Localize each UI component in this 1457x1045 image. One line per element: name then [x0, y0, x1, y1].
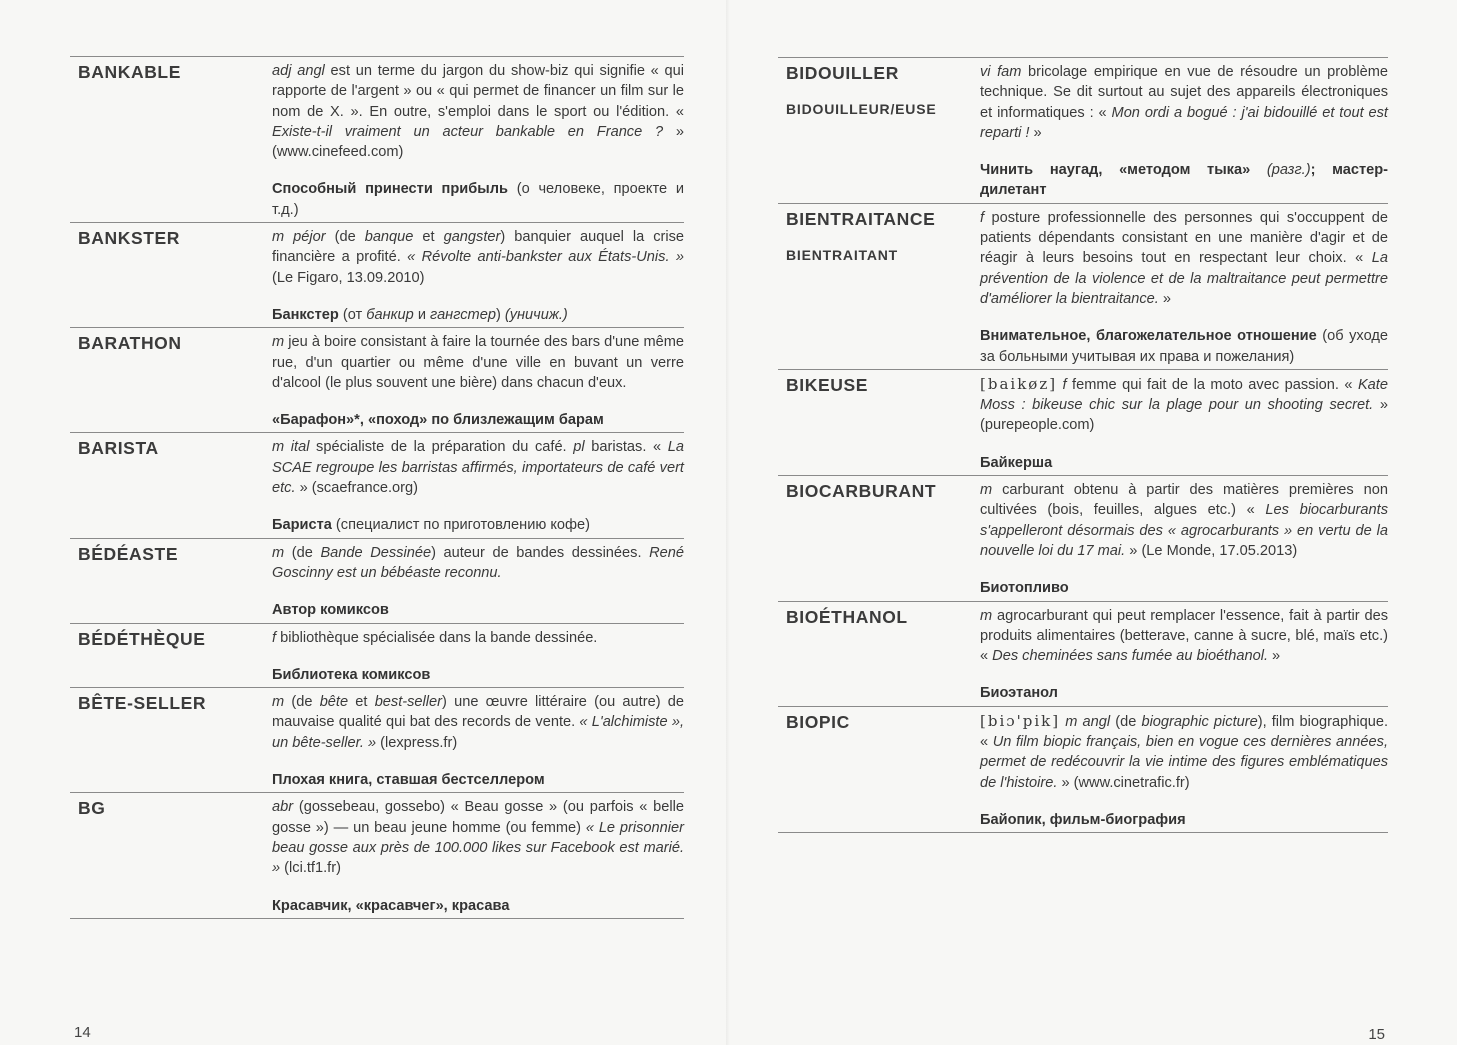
dictionary-entry	[778, 475, 1388, 600]
italic-text: vi fam	[980, 64, 1022, 80]
dictionary-entry	[70, 623, 684, 688]
italic-text: m	[980, 607, 993, 624]
text-run: (de	[1110, 713, 1142, 730]
bold-text: Внимательное, благожелательное отношение	[980, 328, 1317, 345]
italic-text: m	[272, 334, 285, 351]
entry-head	[78, 61, 268, 83]
entry-body	[980, 62, 1388, 203]
italic-text: Bande Dessinée	[320, 544, 432, 561]
text-run: (lexpress.fr)	[376, 734, 458, 751]
entry-head	[786, 208, 976, 264]
headword: BIDOUILLER	[786, 63, 899, 83]
dictionary-entry	[778, 203, 1388, 369]
text-run: (de	[325, 229, 365, 246]
text-run: bricolage empirique en vue de résoudre un problème technique. Se dit surtout au sujet des appareils électroniques et informatiques : «	[980, 64, 1389, 121]
pronunciation: [baikøz]	[980, 374, 1058, 393]
italic-text: La SCAE regroupe les barristas affirmés, importateurs de café vert etc.	[272, 439, 684, 497]
entry-head	[78, 227, 268, 249]
dictionary-entry	[70, 56, 684, 222]
dictionary-entry	[778, 706, 1388, 833]
italic-text: m	[980, 482, 993, 499]
headword: BARATHON	[78, 333, 182, 354]
french-definition	[272, 61, 684, 162]
italic-text: f	[980, 209, 985, 226]
italic-text: « L'alchimiste », un bête-seller. »	[272, 714, 684, 751]
italic-text: (уничиж.)	[504, 306, 568, 323]
text-run: baristas. «	[584, 439, 668, 456]
entry-head	[786, 711, 976, 733]
italic-text: René Goscinny est un bébéaste reconnu.	[272, 544, 684, 581]
text-run: ) une œuvre littéraire (ou autre) de mauvaise qualité qui bat des records de vente.	[272, 694, 684, 731]
bold-text: Плохая книга, ставшая бестселлером	[272, 772, 545, 789]
entry-head	[786, 480, 976, 502]
entry-head	[786, 606, 976, 628]
italic-text: biographic picture	[1141, 713, 1258, 730]
bold-text: Байопик, фильм-биография	[980, 811, 1186, 828]
text-run: et	[348, 694, 375, 711]
headword: BÊTE-SELLER	[78, 693, 207, 714]
french-definition	[980, 208, 1388, 309]
text-run: agrocarburant qui peut remplacer l'essence, fait à partir des produits alimentaires (betterave, canne à sucre, blé, maïs etc.) «	[980, 607, 1388, 665]
text-run: (о человеке, проекте и т.д.)	[272, 181, 684, 218]
russian-translation	[980, 578, 1388, 600]
bold-text: ; мастер-дилетант	[980, 162, 1389, 199]
headword: BIKEUSE	[786, 374, 868, 395]
russian-translation	[980, 453, 1388, 475]
russian-translation	[980, 326, 1388, 369]
italic-text: Kate Moss : bikeuse chic sur la plage pour un shooting secret.	[980, 376, 1388, 414]
italic-text: m	[272, 544, 285, 561]
entry-head	[78, 437, 268, 459]
italic-text: abr	[272, 799, 294, 816]
headword: BG	[78, 798, 106, 819]
text-run: carburant obtenu à partir des matières premières non cultivées (bois, feuilles, algues etc.) «	[980, 482, 1388, 519]
dictionary-entry	[70, 792, 684, 918]
french-definition	[980, 606, 1388, 667]
bold-text: Биотопливо	[980, 580, 1069, 597]
text-run: (Le Figaro, 13.09.2010)	[272, 269, 425, 286]
dictionary-entry	[778, 57, 1388, 203]
bold-text: Способный принести прибыль	[272, 181, 508, 198]
italic-text: Des cheminées sans fumée au bioéthanol.	[992, 648, 1268, 665]
text-run: (de	[284, 544, 321, 561]
italic-text: Existe-t-il vraiment un acteur bankable en France ?	[272, 123, 664, 140]
italic-text: banque	[364, 229, 414, 246]
text-run: и	[413, 306, 431, 323]
derived-headword: BIDOUILLEUR/EUSE	[786, 101, 937, 117]
entry-body	[980, 711, 1388, 832]
french-definition	[272, 543, 684, 584]
text-run: »	[1158, 290, 1171, 307]
bold-text: Чинить наугад, «методом тыка»	[980, 162, 1251, 179]
left-page	[0, 0, 728, 1045]
entry-body	[980, 374, 1388, 475]
page-number-left: 14	[74, 1024, 91, 1041]
bold-text: Бариста	[272, 517, 332, 534]
text-run: » (www.cinefeed.com)	[272, 123, 684, 161]
bold-text: Байкерша	[980, 454, 1053, 471]
russian-translation	[272, 896, 684, 918]
text-run: (gossebeau, gossebo) « Beau gosse » (ou parfois « belle gosse ») — un beau jeune homme (ou femme)	[272, 799, 684, 836]
italic-text: adj angl	[272, 63, 325, 79]
text-run: (от	[338, 306, 367, 323]
italic-text: gangster	[443, 229, 501, 246]
text-run: » (purepeople.com)	[980, 397, 1388, 434]
russian-translation	[272, 515, 684, 537]
bold-text: Автор комиксов	[272, 602, 389, 619]
french-definition	[980, 711, 1388, 793]
italic-text: m	[272, 694, 285, 711]
headword: BANKABLE	[78, 62, 181, 82]
dictionary-entry	[778, 369, 1388, 475]
italic-text: Un film biopic français, bien en vogue ces dernières années, permet de redécouvrir la vie intime des figures emblématiques de l'histoire.	[980, 734, 1388, 791]
dictionary-entry	[70, 687, 684, 792]
entry-body	[272, 543, 684, 623]
entry-body	[272, 692, 684, 792]
text-run: »	[1029, 124, 1042, 141]
french-definition	[980, 62, 1388, 143]
russian-translation	[272, 600, 684, 622]
text-run: bibliothèque spécialisée dans la bande dessinée.	[276, 629, 598, 646]
headword: BIENTRAITANCE	[786, 208, 936, 229]
text-run: » (scaefrance.org)	[295, 480, 419, 497]
text-run: (de	[284, 694, 320, 711]
bold-text: Биоэтанол	[980, 685, 1058, 702]
entry-body	[980, 480, 1388, 600]
entry-head	[78, 628, 268, 650]
headword: BÉDÉTHÈQUE	[78, 628, 206, 649]
text-run: femme qui fait de la moto avec passion. «	[1066, 376, 1358, 393]
russian-translation	[980, 683, 1388, 705]
derived-headword: BIENTRAITANT	[786, 246, 898, 263]
french-definition	[272, 797, 684, 878]
text-run: (lci.tf1.fr)	[280, 860, 341, 877]
bold-text: Библиотека комиксов	[272, 666, 431, 683]
right-page	[728, 0, 1457, 1045]
italic-text: Mon ordi a bogué : j'ai bidouillé et tout est reparti !	[980, 104, 1388, 141]
entry-head	[786, 62, 976, 118]
text-run: ) banquier auquel la crise financière a profité.	[272, 229, 685, 266]
italic-text: best-seller	[374, 694, 443, 711]
text-run: et	[413, 229, 444, 246]
entries-list-left	[70, 56, 684, 919]
russian-translation	[980, 160, 1388, 203]
dictionary-entry	[70, 222, 684, 327]
text-run: »	[1268, 648, 1281, 665]
entries-list-right	[778, 57, 1388, 833]
italic-text: bête	[319, 694, 349, 711]
headword: BIOCARBURANT	[786, 481, 937, 502]
french-definition	[272, 437, 684, 498]
italic-text: « Le prisonnier beau gosse aux près de 100.000 likes sur Facebook est marié. »	[272, 819, 684, 877]
page-number-right: 15	[1368, 1026, 1385, 1043]
italic-text: f	[272, 629, 277, 646]
entry-body	[980, 606, 1388, 706]
entry-body	[980, 208, 1388, 369]
italic-text: m ital	[272, 439, 310, 456]
russian-translation	[272, 770, 684, 792]
text-run: )	[495, 306, 505, 323]
text-run	[1250, 162, 1267, 178]
headword: BIOÉTHANOL	[786, 606, 908, 627]
russian-translation	[272, 410, 684, 432]
russian-translation	[980, 810, 1388, 832]
french-definition	[980, 374, 1388, 436]
dictionary-entry	[70, 432, 684, 537]
entry-body	[272, 797, 684, 917]
entry-head	[78, 797, 268, 819]
entry-head	[78, 332, 268, 354]
text-run: est un terme du jargon du show-biz qui signifie « qui rapporte de l'argent » ou « qui permet de financer un film sur le nom de X. ». En outre, s'emploi dans le sport ou l'édition. «	[272, 63, 685, 120]
italic-text: La prévention de la violence et de la maltraitance peut permettre d'améliorer la bientraitance.	[980, 250, 1388, 307]
french-definition	[272, 227, 684, 288]
italic-text: банкир	[366, 306, 414, 323]
text-run: spécialiste de la préparation du café.	[309, 439, 574, 456]
italic-text: pl	[573, 439, 585, 456]
headword: BIOPIC	[786, 711, 850, 732]
entry-head	[78, 692, 268, 714]
dictionary-entry	[778, 601, 1388, 706]
entry-body	[272, 227, 684, 327]
entry-body	[272, 437, 684, 537]
italic-text: Les biocarburants s'appelleront désormais des « agrocarburants » en vertu de la nouvelle loi du 17 mai.	[980, 502, 1389, 559]
text-run: jeu à boire consistant à faire la tournée des bars d'une même rue, d'un quartier ou même d'une ville en buvant un verre d'alcool (le plus souvent une bière) dans chacun d'eux.	[272, 334, 684, 391]
italic-text: f	[1062, 376, 1067, 393]
text-run: » (www.cinetrafic.fr)	[1057, 774, 1190, 791]
italic-text: « Révolte anti-bankster aux États-Unis. »	[407, 249, 684, 266]
headword: BÉDÉASTE	[78, 543, 179, 564]
entry-body	[272, 628, 684, 688]
bold-text: Банкстер	[272, 306, 339, 323]
text-run: (специалист по приготовлению кофе)	[331, 517, 591, 534]
text-run: posture professionnelle des personnes qui s'occuppent de patients dépendants consistant en une manière d'agir et de réagir à leurs besoins tout en respectant leur choix. «	[980, 209, 1388, 267]
french-definition	[272, 628, 684, 648]
russian-translation	[272, 665, 684, 687]
headword: BANKSTER	[78, 228, 181, 249]
entry-head	[786, 374, 976, 396]
entry-head	[78, 543, 268, 565]
text-run: (об уходе за больными учитывая их права и пожелания)	[980, 328, 1388, 365]
entry-body	[272, 61, 684, 222]
italic-text: (разг.)	[1266, 162, 1311, 179]
russian-translation	[272, 179, 684, 222]
text-run: ), film biographique. «	[980, 713, 1389, 751]
pronunciation: [biɔ'pik]	[980, 711, 1061, 730]
italic-text: m angl	[1065, 713, 1111, 730]
headword: BARISTA	[78, 438, 159, 459]
text-run: » (Le Monde, 17.05.2013)	[1125, 542, 1298, 559]
text-run: ) auteur de bandes dessinées.	[431, 544, 650, 561]
dictionary-entry	[70, 538, 684, 623]
entry-body	[272, 332, 684, 432]
french-definition	[272, 692, 684, 753]
dictionary-entry	[70, 327, 684, 432]
french-definition	[272, 332, 684, 393]
french-definition	[980, 480, 1388, 561]
italic-text: гангстер	[430, 306, 496, 323]
russian-translation	[272, 305, 684, 327]
bold-text: Красавчик, «красавчег», красава	[272, 897, 510, 914]
bold-text: «Барафон»*, «поход» по близлежащим барам	[272, 412, 604, 429]
italic-text: m péjor	[272, 229, 326, 246]
